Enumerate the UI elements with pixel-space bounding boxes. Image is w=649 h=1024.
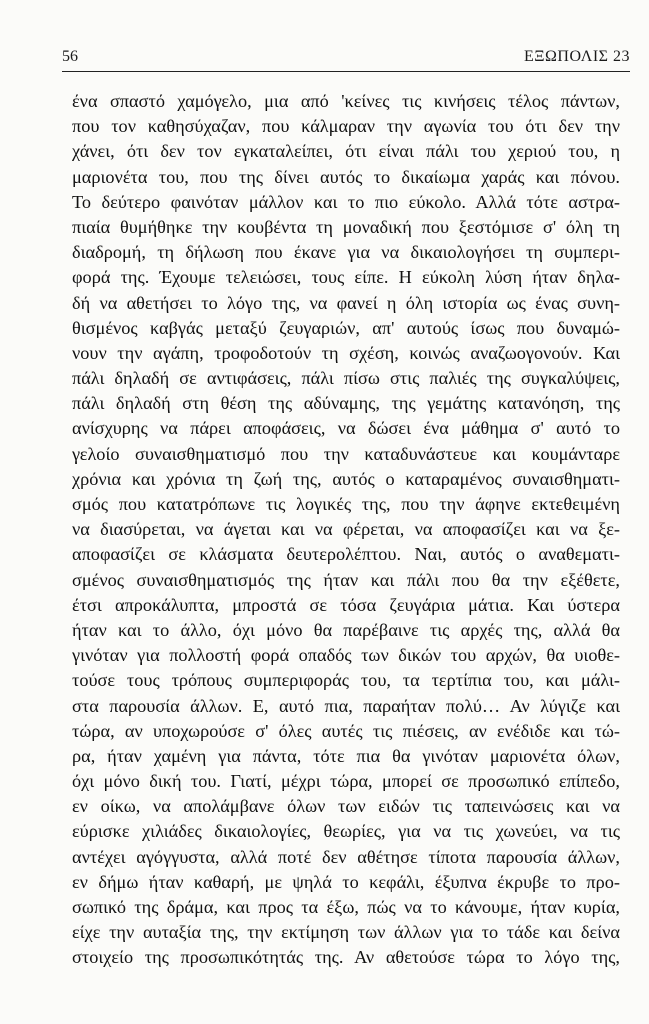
text-line: στοιχείο της προσωπικότητάς της. Αν αθετούσε τώρα το λόγο της, [72,947,620,968]
text-line: να διασύρεται, να άγεται και να φέρεται, να αποφασίζει και να ξε- [72,519,620,540]
text-line: σμένος συναισθηματισμός της ήταν και πάλι που θα την εξέθετε, [72,569,620,590]
text-line: ένα σπαστό χαμόγελο, μια από 'κείνες τις κινήσεις τέλος πάντων, [72,91,620,111]
text-line: πάλι δηλαδή σε αντιφάσεις, πάλι πίσω στις παλιές της συγκαλύψεις, [72,368,620,389]
text-line: φορά της. Έχουμε τελειώσει, τους είπε. Η εύκολη λύση ήταν δηλα- [72,267,620,288]
text-line: που τον καθησύχαζαν, που κάλμαραν την αγωνία του ότι δεν την [72,116,620,137]
page-header [62,48,630,70]
text-line: μαριονέτα του, που της δίνει αυτός το δικαίωμα χαράς και πόνου. [72,166,620,187]
text-line: σμός που κατατρόπωνε τις λογικές της, που την άφηνε εκτεθειμένη [72,494,620,514]
text-line: γινόταν για πολλοστή φορά οπαδός των δικών του αρχών, θα υιοθε- [72,645,620,666]
text-line: διαδρομή, τη δήλωση που έκανε για να δικαιολογήσει τη συμπερι- [72,242,620,263]
text-line: εύρισκε χιλιάδες δικαιολογίες, θεωρίες, για να τις χωνεύει, να τις [72,821,620,842]
text-line: χάνει, ότι δεν τον εγκαταλείπει, ότι είναι πάλι του χεριού του, η [72,141,620,162]
text-line: έτσι απροκάλυπτα, μπροστά σε τόσα ζευγάρια μάτια. Και ύστερα [72,594,620,615]
text-line: πιαία θυμήθηκε την κουβέντα τη μοναδική που ξεστόμισε σ' όλη τη [72,216,620,237]
text-line: στα παρουσία άλλων. Ε, αυτό πια, παραήταν πολύ… Αν λύγιζε και [72,695,620,716]
text-line: Το δεύτερο φαινόταν μάλλον και το πιο εύκολο. Αλλά τότε αστρα- [72,191,620,212]
text-line: αποφασίζει σε κλάσματα δευτερολέπτου. Ναι, αυτός ο αναθεματι- [72,544,620,565]
text-line: πάλι δηλαδή στη θέση της αδύναμης, της γεμάτης κατανόηση, της [72,393,620,414]
text-line: νουν την αγάπη, τροφοδοτούν τη σχέση, κοινώς αναζωογονούν. Και [72,342,620,363]
text-line: αντέχει αγόγγυστα, αλλά ποτέ δεν αθέτησε τίποτα παρουσία άλλων, [72,846,620,867]
text-line: ήταν και το άλλο, όχι μόνο θα παρέβαινε τις αρχές της, αλλά θα [72,619,620,640]
page-number: 56 [62,48,78,65]
text-line: θισμένος καβγάς μεταξύ ζευγαριών, απ' αυτούς ίσως που δυναμώ- [72,317,620,338]
text-line: χρόνια και χρόνια τη ζωή της, αυτός ο καταραμένος συναισθηματι- [72,468,620,489]
text-line: τούσε τους τρόπους συμπεριφοράς του, τα τερτίπια του, και μάλι- [72,670,620,691]
text-line: ρα, ήταν χαμένη για πάντα, τότε πια θα γινόταν μαριονέτα όλων, [72,745,620,766]
text-line: είχε την αυταξία της, την εκτίμηση των άλλων για το τάδε και δείνα [72,922,620,943]
text-line: ανίσχυρης να πάρει αποφάσεις, να δώσει ένα μάθημα σ' αυτό το [72,418,620,439]
text-line: εν οίκω, να απολάμβανε όλων των ειδών τις ταπεινώσεις και να [72,796,620,817]
running-title: ΕΞΩΠΟΛΙΣ 23 [523,48,630,65]
text-line: δή να αθετήσει το λόγο της, να φανεί η όλη ιστορία ως ένας συνη- [72,292,620,313]
text-line: γελοίο συναισθηματισμό που την καταδυνάστευε και κουμάνταρε [72,443,620,464]
text-line: εν δήμω ήταν καθαρή, με ψηλά το κεφάλι, έξυπνα έκρυβε το προ- [72,871,620,892]
text-line: όχι μόνο δική του. Γιατί, μέχρι τώρα, μπορεί σε προσωπικό επίπεδο, [72,771,620,792]
body-text [72,89,620,971]
text-line: τώρα, αν υποχωρούσε σ' όλες αυτές τις πιέσεις, αν ενέδιδε και τώ- [72,720,620,741]
text-line: σωπικό της δράμα, και προς τα έξω, πώς να το κάνουμε, ήταν κυρία, [72,897,620,917]
header-rule [62,71,630,72]
